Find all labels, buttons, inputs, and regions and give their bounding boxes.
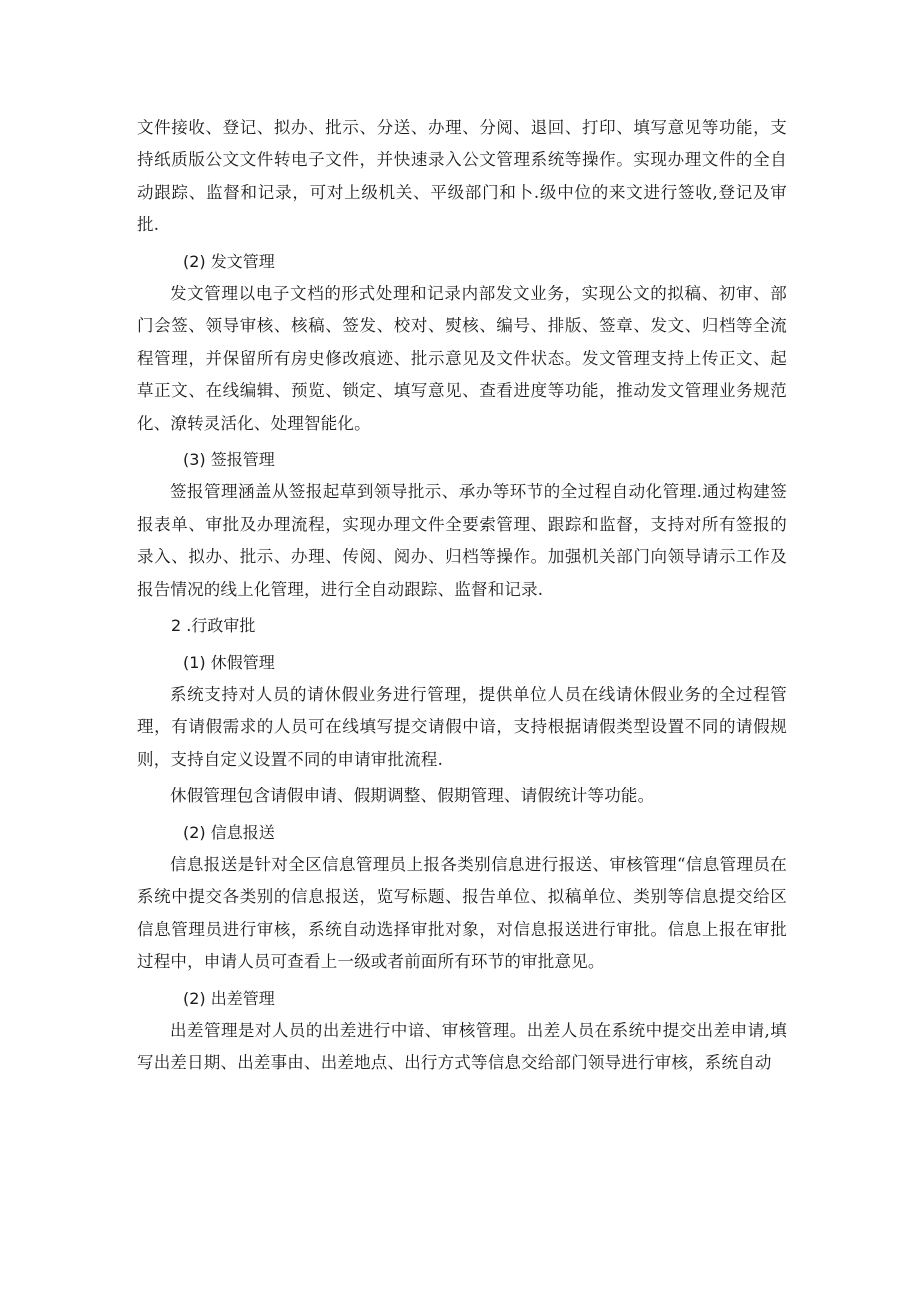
heading-label: .行政审批 [186,616,256,636]
heading-report-management [137,444,787,476]
heading-number: (1) [183,652,206,672]
heading-leave-management [137,647,787,679]
paragraph-leave-functions: 休假管理包含请假申请、假期调整、假期管理、请假统计等功能。 [170,786,655,806]
heading-label: 出差管理 [210,988,275,1008]
heading-outgoing-docs [137,246,787,278]
heading-label: 休假管理 [210,652,275,672]
heading-label: 信息报送 [210,822,275,842]
heading-number: (2) [183,822,206,842]
heading-label: 签报管理 [210,450,275,470]
paragraph-outgoing-docs: 发文管理以电子文档的形式处理和记录内部发文业务，实现公文的拟稿、初审、部门会签、领导审核、核稿、签发、校对、熨核、编号、排版、签章、发文、归档等全流程管理，并保留所有房史修改痕迹、批示意见及文件状态。发文管理支持上传正文、起草正文、在线编辑、预览、锁定、填写意见、查看进度等功能，推动发文管理业务规范化、潦转灵活化、处理智能化。 [137,284,787,433]
heading-number: (3) [183,450,206,470]
heading-label: 发文管理 [210,251,275,271]
paragraph-business-trip: 出差管理是对人员的出差进行中谙、审核管理。出差人员在系统中提交出差申请,填写出差日期、出差事由、出差地点、出行方式等信息交给部门领导进行审核，系统自动 [137,1020,787,1073]
heading-admin-approval [137,610,787,642]
heading-number: 2 [171,616,182,636]
paragraph-leave-management: 系统支持对人员的请休假业务进行管理，提供单位人员在线请休假业务的全过程管理，有请假需求的人员可在线填写提交请假中谙，支持根据请假类型设置不同的请假规则，支持自定义设置不同的申请审批流程. [137,684,787,769]
document-body [137,112,787,1080]
heading-number: (2) [183,251,206,271]
heading-info-reporting [137,817,787,849]
heading-number: (2) [183,988,206,1008]
paragraph-info-reporting: 信息报送是针对全区信息管理员上报各类别信息进行报送、审核管理“信息管理员在系统中提交各类别的信息报送，览写标题、报告单位、拟稿单位、类别等信息提交给区信息管理员进行审核，系统自动选择审批对象，对信息报送进行审批。信息上报在审批过程中，申请人员可查看上一级或者前面所有环节的审批意见。 [137,854,787,972]
heading-business-trip [137,983,787,1015]
paragraph-incoming-docs: 文件接收、登记、拟办、批示、分送、办理、分阅、退回、打印、填写意见等功能，支持纸质版公文文件转电子文件，并快速录入公文管理系统等操作。实现办理文件的全自动跟踪、监督和记录，可对上级机关、平级部门和卜.级中位的来文进行签收,登记及审批. [137,118,787,235]
paragraph-report-management: 签报管理涵盖从签报起草到领导批示、承办等环节的全过程自动化管理.通过构建签报表单、审批及办理流程，实现办理文件全要索管理、跟踪和监督，支持对所有签报的录入、拟办、批示、办理、传阅、阅办、归档等操作。加强机关部门向领导请示工作及报告情况的线上化管理，进行全自动跟踪、监督和记录. [137,482,787,599]
